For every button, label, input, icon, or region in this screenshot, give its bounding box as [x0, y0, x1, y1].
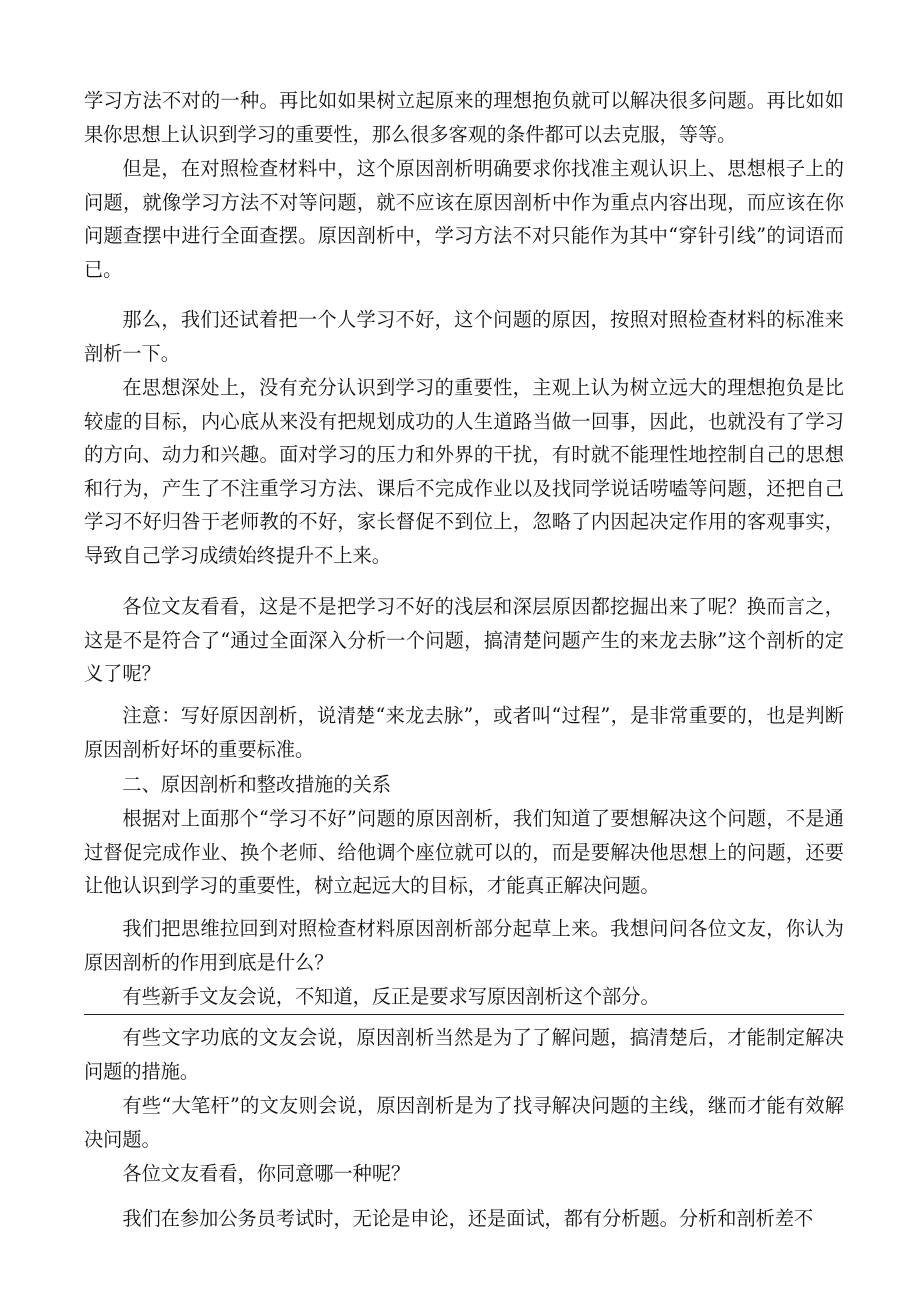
- paragraph-5: 各位文友看看，这是不是把学习不好的浅层和深层原因都挖掘出来了呢？换而言之，这是不是符合了“通过全面深入分析一个问题，搞清楚问题产生的来龙去脉”这个剖析的定义了呢？: [84, 595, 844, 686]
- paragraph-13: 我们在参加公务员考试时，无论是申论，还是面试，都有分析题。分析和剖析差不: [122, 1207, 814, 1230]
- paragraph-10: 有些文字功底的文友会说，原因剖析当然是为了了解问题，搞清楚后，才能制定解决问题的措施。: [84, 1026, 844, 1083]
- paragraph-3: 那么，我们还试着把一个人学习不好，这个问题的原因，按照对照检查材料的标准来剖析一下。: [84, 308, 844, 365]
- paragraph-6: 注意：写好原因剖析，说清楚“来龙去脉”，或者叫“过程”，是非常重要的，也是判断原因剖析好坏的重要标准。: [84, 704, 844, 761]
- paragraph-12: 各位文友看看，你同意哪一种呢？: [122, 1162, 411, 1185]
- paragraph-7: 根据对上面那个“学习不好”问题的原因剖析，我们知道了要想解决这个问题，不是通过督促完成作业、换个老师、给他调个座位就可以的，而是要解决他思想上的问题，还要让他认识到学习的重要性，树立起远大的目标，才能真正解决问题。: [84, 807, 844, 898]
- section-heading: 二、原因剖析和整改措施的关系: [122, 773, 392, 796]
- page-break-divider: [84, 1014, 844, 1015]
- paragraph-9: 有些新手文友会说，不知道，反正是要求写原因剖析这个部分。: [122, 985, 660, 1008]
- paragraph-2: 但是，在对照检查材料中，这个原因剖析明确要求你找准主观认识上、思想根子上的问题，就像学习方法不对等问题，就不应该在原因剖析中作为重点内容出现，而应该在你问题查摆中进行全面查摆。原因剖析中，学习方法不对只能作为其中“穿针引线”的词语而已。: [84, 157, 844, 281]
- paragraph-1: 学习方法不对的一种。再比如如果树立起原来的理想抱负就可以解决很多问题。再比如如果你思想上认识到学习的重要性，那么很多客观的条件都可以去克服，等等。: [84, 89, 844, 146]
- paragraph-4: 在思想深处上，没有充分认识到学习的重要性，主观上认为树立远大的理想抱负是比较虚的目标，内心底从来没有把规划成功的人生道路当做一回事，因此，也就没有了学习的方向、动力和兴趣。面对学习的压力和外界的干扰，有时就不能理性地控制自己的思想和行为，产生了不注重学习方法、课后不完成作业以及找同学说话唠嗑等问题，还把自己学习不好归咎于老师教的不好，家长督促不到位上，忽略了内因起决定作用的客观事实，导致自己学习成绩始终提升不上来。: [84, 376, 844, 567]
- paragraph-8: 我们把思维拉回到对照检查材料原因剖析部分起草上来。我想问问各位文友，你认为原因剖析的作用到底是什么？: [84, 917, 844, 974]
- paragraph-11: 有些“大笔杆”的文友则会说，原因剖析是为了找寻解决问题的主线，继而才能有效解决问题。: [84, 1094, 844, 1151]
